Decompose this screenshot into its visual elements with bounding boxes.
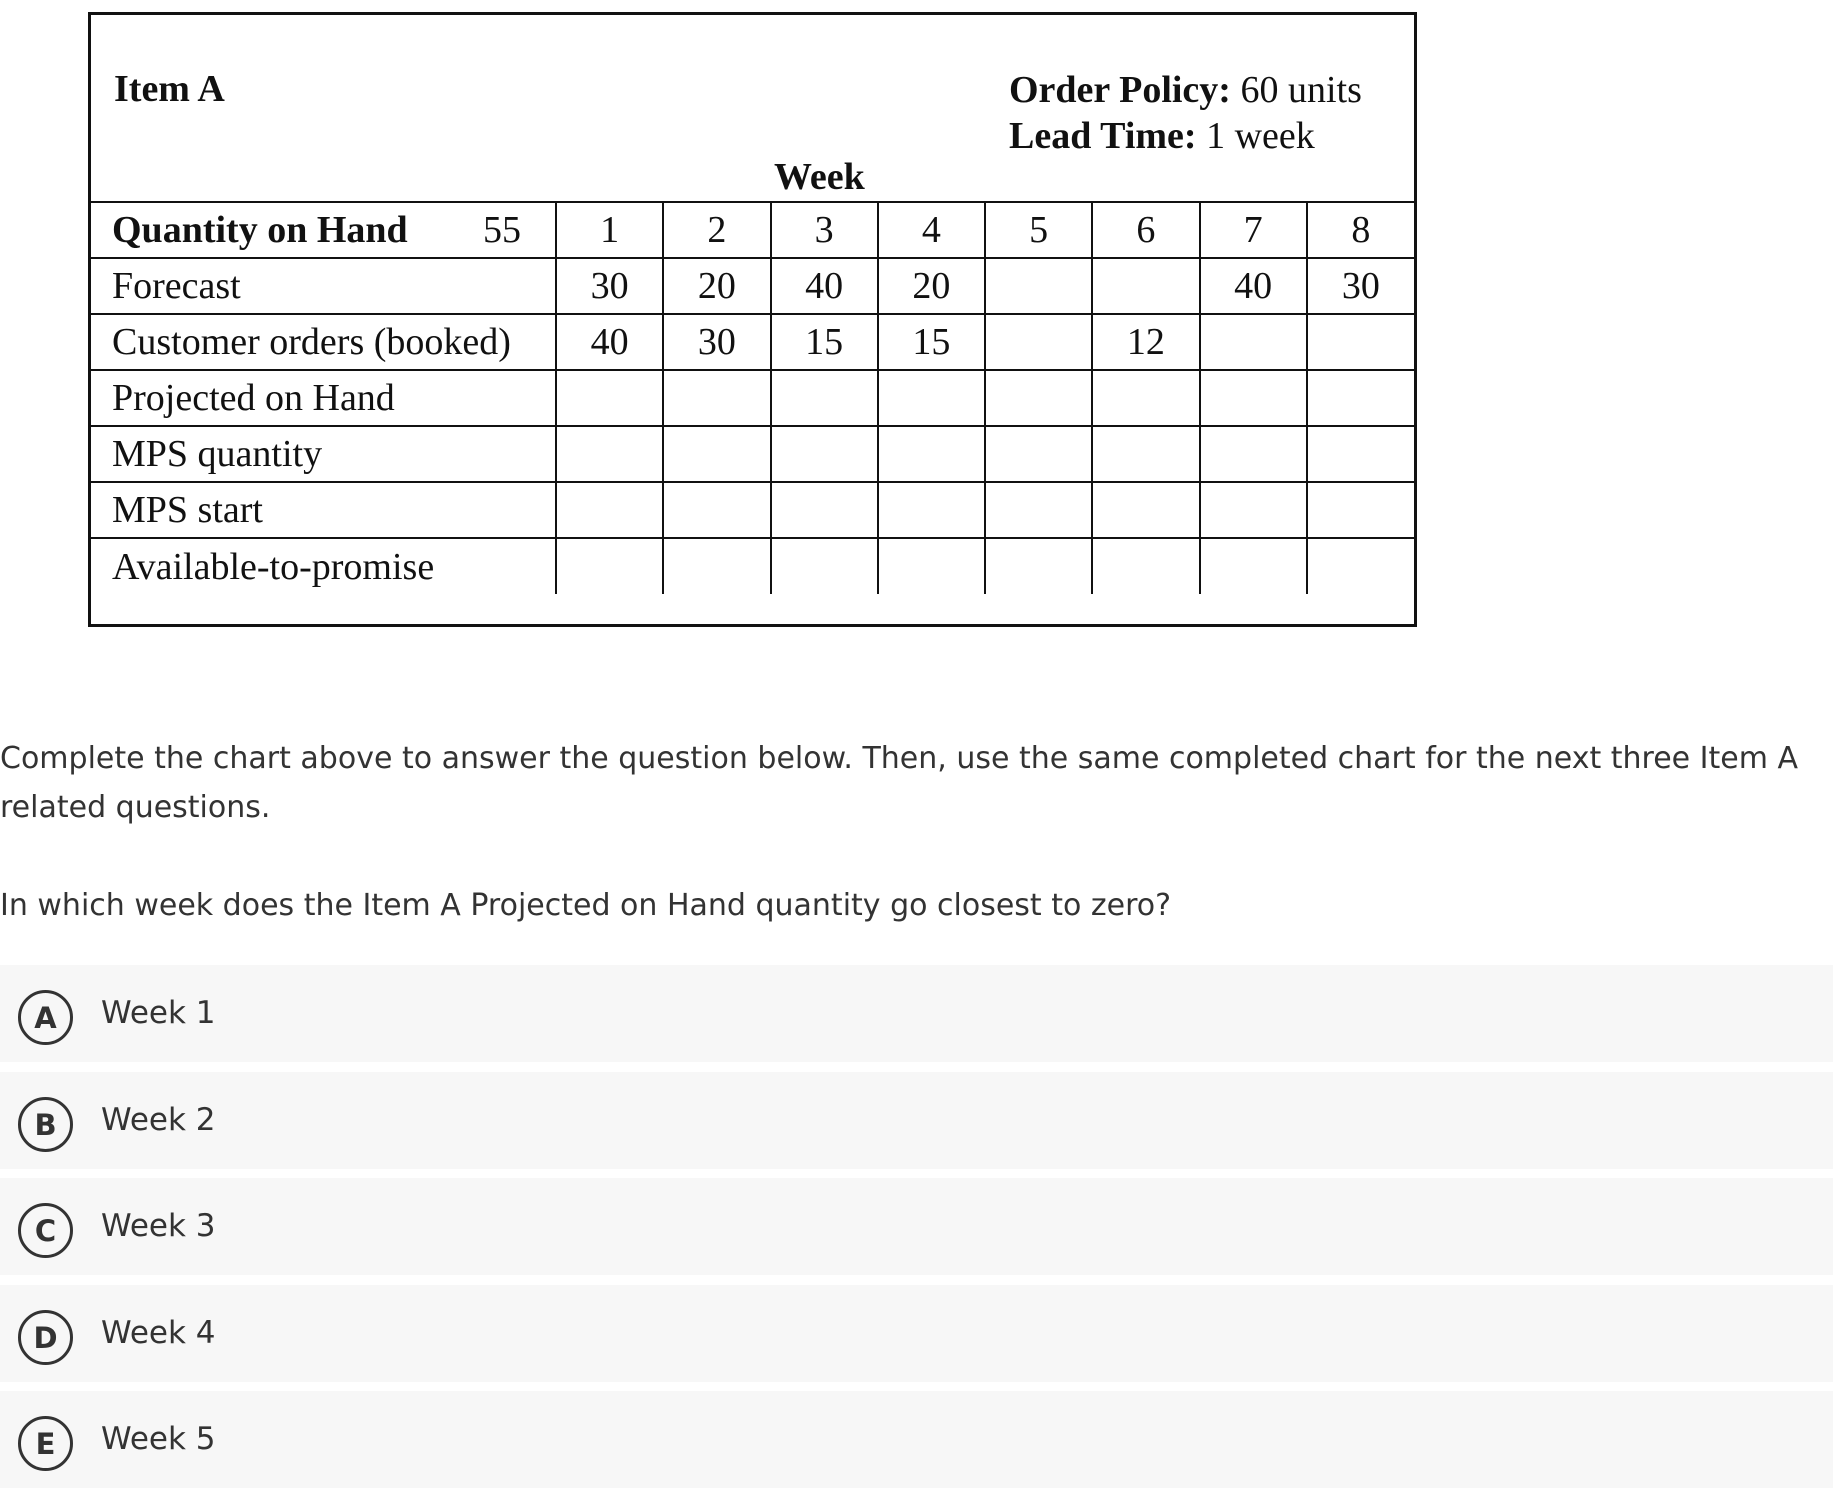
option-label: Week 2 [101, 1102, 216, 1138]
table-cell: 30 [663, 314, 770, 370]
table-cell [556, 426, 663, 482]
table-cell [1092, 258, 1199, 314]
option-label: Week 1 [101, 995, 216, 1031]
qoh-label: Quantity on Hand [112, 209, 408, 251]
table-cell: 20 [878, 258, 985, 314]
table-cell [771, 538, 878, 594]
projected-on-hand-row [91, 370, 1414, 426]
week-number: 3 [771, 202, 878, 258]
mps-start-row [91, 482, 1414, 538]
table-cell [1092, 426, 1199, 482]
table-cell [771, 482, 878, 538]
mps-grid [91, 201, 1414, 594]
table-cell: 12 [1092, 314, 1199, 370]
week-number: 8 [1307, 202, 1414, 258]
option-label: Week 5 [101, 1421, 216, 1457]
table-cell [1307, 370, 1414, 426]
table-cell: 30 [556, 258, 663, 314]
week-header-row [91, 202, 1414, 258]
table-cell [771, 370, 878, 426]
row-label: Forecast [91, 258, 556, 314]
row-label: MPS start [91, 482, 556, 538]
option-letter-badge: E [18, 1416, 73, 1471]
table-cell [1307, 426, 1414, 482]
table-cell [556, 482, 663, 538]
customer-orders-row [91, 314, 1414, 370]
table-cell [985, 370, 1092, 426]
table-cell [1200, 370, 1307, 426]
row-label: Projected on Hand [91, 370, 556, 426]
option-letter-badge: C [18, 1203, 73, 1258]
option-label: Week 4 [101, 1315, 216, 1351]
table-cell: 15 [771, 314, 878, 370]
table-cell [878, 482, 985, 538]
table-cell [1092, 370, 1199, 426]
option-c[interactable] [0, 1178, 1833, 1275]
table-cell [985, 426, 1092, 482]
table-cell [663, 538, 770, 594]
table-cell [663, 482, 770, 538]
table-cell: 40 [556, 314, 663, 370]
table-cell [556, 538, 663, 594]
table-cell [1092, 482, 1199, 538]
table-cell [1307, 314, 1414, 370]
option-e[interactable] [0, 1391, 1833, 1488]
option-d[interactable] [0, 1285, 1833, 1382]
mps-quantity-row [91, 426, 1414, 482]
row-label: Customer orders (booked) [91, 314, 556, 370]
table-cell [1200, 314, 1307, 370]
qoh-cell [91, 202, 556, 258]
table-cell [1200, 538, 1307, 594]
table-cell [878, 370, 985, 426]
week-number: 2 [663, 202, 770, 258]
table-cell [985, 258, 1092, 314]
table-cell [1200, 426, 1307, 482]
table-cell [1307, 482, 1414, 538]
lead-time-label: Lead Time: [1009, 115, 1197, 157]
table-cell [878, 538, 985, 594]
forecast-row [91, 258, 1414, 314]
option-a[interactable] [0, 965, 1833, 1062]
option-letter-badge: D [18, 1310, 73, 1365]
week-number: 7 [1200, 202, 1307, 258]
lead-time-value: 1 week [1206, 115, 1315, 157]
row-label: Available-to-promise [91, 538, 556, 594]
option-label: Week 3 [101, 1208, 216, 1244]
option-letter-badge: A [18, 990, 73, 1045]
week-number: 5 [985, 202, 1092, 258]
week-number: 1 [556, 202, 663, 258]
table-cell: 30 [1307, 258, 1414, 314]
table-cell [878, 426, 985, 482]
qoh-value: 55 [483, 209, 521, 251]
row-label: MPS quantity [91, 426, 556, 482]
table-cell [985, 314, 1092, 370]
table-cell: 15 [878, 314, 985, 370]
mps-table-header [91, 15, 1414, 201]
item-title: Item A [114, 68, 225, 110]
table-cell [1092, 538, 1199, 594]
policy-info [1009, 67, 1362, 159]
table-cell: 40 [1200, 258, 1307, 314]
table-cell [663, 426, 770, 482]
option-letter-badge: B [18, 1097, 73, 1152]
table-cell [1307, 538, 1414, 594]
table-cell [985, 538, 1092, 594]
week-number: 6 [1092, 202, 1199, 258]
mps-table-figure [88, 12, 1417, 627]
table-cell: 20 [663, 258, 770, 314]
week-number: 4 [878, 202, 985, 258]
order-policy-value: 60 units [1240, 69, 1362, 111]
week-label: Week [774, 156, 865, 198]
table-cell [771, 426, 878, 482]
table-cell: 40 [771, 258, 878, 314]
question-text: In which week does the Item A Projected on Hand quantity go closest to zero? [0, 888, 1172, 923]
order-policy-label: Order Policy: [1009, 69, 1231, 111]
table-cell [556, 370, 663, 426]
table-cell [985, 482, 1092, 538]
instructions-text: Complete the chart above to answer the question below. Then, use the same completed chart for the next three Item A related questions. [0, 741, 1798, 825]
table-cell [1200, 482, 1307, 538]
atp-row [91, 538, 1414, 594]
table-cell [663, 370, 770, 426]
option-b[interactable] [0, 1072, 1833, 1169]
